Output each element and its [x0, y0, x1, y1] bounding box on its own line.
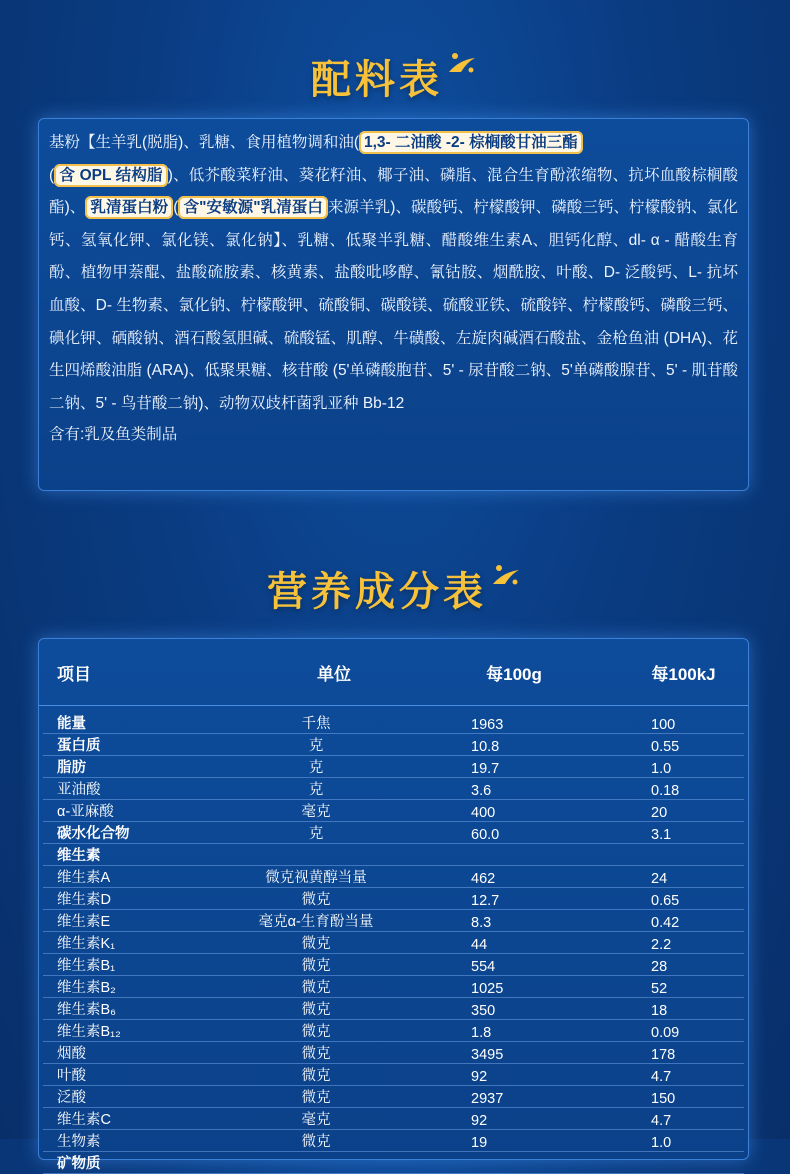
nutrient-unit: 微克 — [301, 1134, 331, 1150]
table-row — [43, 998, 744, 1020]
value-per-100g: 1963 — [471, 717, 504, 733]
table-row — [43, 1086, 744, 1108]
nutrition-title — [0, 560, 790, 617]
table-row — [43, 712, 744, 734]
value-per-100g: 1025 — [471, 981, 504, 997]
nutrient-unit: 微克 — [301, 980, 331, 996]
value-per-100kj: 100 — [651, 717, 676, 733]
value-per-100g: 2937 — [471, 1091, 504, 1107]
value-per-100kj: 20 — [651, 805, 668, 821]
value-per-100kj: 4.7 — [651, 1113, 672, 1129]
highlight-opl-label: 1,3- 二油酸 -2- 棕榈酸甘油三酯 — [359, 131, 583, 154]
value-per-100kj: 1.0 — [651, 761, 672, 777]
value-per-100kj: 0.09 — [651, 1025, 680, 1041]
highlight-opl-structure: 含 OPL 结构脂 — [54, 164, 168, 187]
nutrient-unit: 微克 — [301, 958, 331, 974]
nutrient-unit: 微克 — [301, 1046, 331, 1062]
nutrient-unit: 毫克α-生育酚当量 — [258, 914, 374, 930]
header-item: 项目 — [57, 664, 91, 684]
nutrient-unit: 克 — [308, 760, 324, 776]
highlight-anminyuan: 含"安敏源"乳清蛋白 — [178, 196, 328, 219]
ingredients-part-5: 来源羊乳)、碳酸钙、柠檬酸钾、磷酸三钙、柠檬酸钠、氯化钙、氢氧化钾、氯化镁、氯化钠】、乳糖、低聚半乳糖、醋酸维生素A、胆钙化醇、dl- α - 醋酸生育酚、植物甲萘醌、盐酸硫胺素、核黄素、盐酸吡哆醇、氰钴胺、烟酰胺、叶酸、D- 泛酸钙、L- 抗坏血酸、D- 生物素、氯化钠、柠檬酸钾、硫酸铜、碳酸镁、硫酸亚铁、硫酸锌、柠檬酸钙、磷酸三钙、碘化钾、硒酸钠、酒石酸氢胆碱、硫酸锰、肌醇、牛磺酸、左旋肉碱酒石酸盐、金枪鱼油 (DHA)、花生四烯酸油脂 (ARA)、低聚果糖、核苷酸 (5'单磷酸胞苷、5' - 尿苷酸二钠、5'单磷酸腺苷、5' - 肌苷酸二钠、5' - 鸟苷酸二钠)、动物双歧杆菌乳亚种 Bb-12 — [49, 199, 738, 412]
table-row — [43, 1130, 744, 1152]
ingredients-panel — [38, 118, 749, 491]
table-row — [43, 1108, 744, 1130]
value-per-100kj: 2.2 — [651, 937, 672, 953]
nutrient-unit: 微克视黄醇当量 — [265, 870, 367, 886]
table-row — [43, 866, 744, 888]
table-row — [43, 1152, 744, 1174]
nutrient-unit: 克 — [308, 826, 324, 842]
milk-splash-icon — [489, 560, 523, 594]
table-row — [43, 910, 744, 932]
nutrient-name: 脂肪 — [57, 760, 86, 776]
nutrient-name: 矿物质 — [57, 1156, 101, 1172]
ingredients-part-4: ( — [173, 199, 179, 217]
value-per-100g: 10.8 — [471, 739, 500, 755]
ingredients-part-1: 基粉【生羊乳(脱脂)、乳糖、食用植物调和油( — [49, 134, 359, 151]
ingredients-title — [0, 48, 790, 105]
value-per-100kj: 28 — [651, 959, 668, 975]
nutrient-unit: 毫克 — [301, 1112, 331, 1128]
table-row — [43, 734, 744, 756]
nutrient-unit: 千焦 — [301, 716, 331, 732]
milk-splash-icon — [445, 48, 479, 82]
table-row — [43, 1064, 744, 1086]
value-per-100g: 1.8 — [471, 1025, 492, 1041]
allergen-statement: 含有:乳及鱼类制品 — [49, 426, 178, 444]
nutrient-unit: 微克 — [301, 1024, 331, 1040]
nutrient-name: 维生素 — [57, 848, 101, 864]
nutrient-name: 维生素E — [57, 914, 111, 930]
value-per-100kj: 18 — [651, 1003, 668, 1019]
table-row — [43, 756, 744, 778]
value-per-100kj: 24 — [651, 871, 668, 887]
highlight-whey-protein: 乳清蛋白粉 — [85, 196, 173, 219]
value-per-100g: 19.7 — [471, 761, 500, 777]
table-row — [43, 976, 744, 998]
ingredients-part-2: ( — [49, 166, 55, 184]
value-per-100g: 400 — [471, 805, 496, 821]
nutrient-name: 生物素 — [57, 1134, 101, 1150]
value-per-100g: 3.6 — [471, 783, 492, 799]
nutrition-title-text: 营养成分表 — [267, 569, 487, 615]
value-per-100g: 19 — [471, 1135, 488, 1151]
value-per-100kj: 0.42 — [651, 915, 680, 931]
nutrient-name: α-亚麻酸 — [57, 804, 114, 820]
nutrient-name: 维生素B₂ — [57, 980, 116, 996]
nutrient-name: 维生素C — [57, 1112, 111, 1128]
value-per-100g: 8.3 — [471, 915, 492, 931]
nutrition-table — [38, 638, 749, 1172]
table-row — [43, 822, 744, 844]
value-per-100g: 462 — [471, 871, 496, 887]
header-per-100g: 每100g — [486, 664, 542, 684]
table-row — [43, 778, 744, 800]
ingredients-text — [39, 119, 748, 420]
value-per-100g: 12.7 — [471, 893, 500, 909]
table-row — [43, 844, 744, 866]
nutrient-unit: 克 — [308, 782, 324, 798]
value-per-100g: 554 — [471, 959, 496, 975]
nutrient-name: 维生素K₁ — [57, 936, 116, 952]
nutrient-unit: 微克 — [301, 936, 331, 952]
nutrient-unit: 克 — [308, 738, 324, 754]
nutrient-name: 泛酸 — [57, 1090, 86, 1106]
value-per-100g: 60.0 — [471, 827, 500, 843]
table-row — [43, 1042, 744, 1064]
nutrient-unit: 微克 — [301, 1068, 331, 1084]
nutrient-name: 能量 — [57, 716, 86, 732]
header-per-100kj: 每100kJ — [651, 664, 716, 684]
table-row — [43, 932, 744, 954]
value-per-100kj: 0.18 — [651, 783, 680, 799]
value-per-100kj: 1.0 — [651, 1135, 672, 1151]
value-per-100g: 92 — [471, 1113, 488, 1129]
value-per-100g: 92 — [471, 1069, 488, 1085]
ingredients-title-text: 配料表 — [311, 57, 443, 103]
value-per-100kj: 0.55 — [651, 739, 680, 755]
table-row — [43, 888, 744, 910]
value-per-100kj: 4.7 — [651, 1069, 672, 1085]
value-per-100kj: 52 — [651, 981, 668, 997]
ingredients-part-3: )、低芥酸菜籽油、葵花籽油、椰子油、磷脂、混合生育酚浓缩物、抗坏血酸棕榈酸酯)、 — [49, 166, 738, 217]
header-unit: 单位 — [317, 664, 351, 684]
nutrient-name: 亚油酸 — [57, 782, 101, 798]
nutrient-name: 蛋白质 — [57, 738, 101, 754]
nutrient-name: 维生素B₁ — [57, 958, 116, 974]
table-row — [43, 954, 744, 976]
nutrient-name: 维生素B₁₂ — [57, 1024, 121, 1040]
value-per-100g: 3495 — [471, 1047, 504, 1063]
nutrient-unit: 微克 — [301, 1002, 331, 1018]
nutrient-name: 维生素B₆ — [57, 1002, 117, 1018]
nutrient-name: 碳水化合物 — [57, 826, 130, 842]
table-row — [43, 1020, 744, 1042]
nutrient-name: 维生素A — [57, 870, 111, 886]
nutrition-header-row — [39, 639, 748, 706]
nutrition-rows — [39, 706, 748, 1174]
nutrient-name: 叶酸 — [57, 1068, 86, 1084]
nutrient-name: 维生素D — [57, 892, 111, 908]
nutrient-unit: 微克 — [301, 892, 331, 908]
nutrient-name: 烟酸 — [57, 1046, 86, 1062]
value-per-100kj: 0.65 — [651, 893, 680, 909]
value-per-100kj: 150 — [651, 1091, 676, 1107]
table-row — [43, 800, 744, 822]
value-per-100g: 44 — [471, 937, 488, 953]
nutrient-unit: 微克 — [301, 1090, 331, 1106]
value-per-100kj: 3.1 — [651, 827, 672, 843]
value-per-100g: 350 — [471, 1003, 496, 1019]
value-per-100kj: 178 — [651, 1047, 676, 1063]
nutrient-unit: 毫克 — [301, 804, 331, 820]
